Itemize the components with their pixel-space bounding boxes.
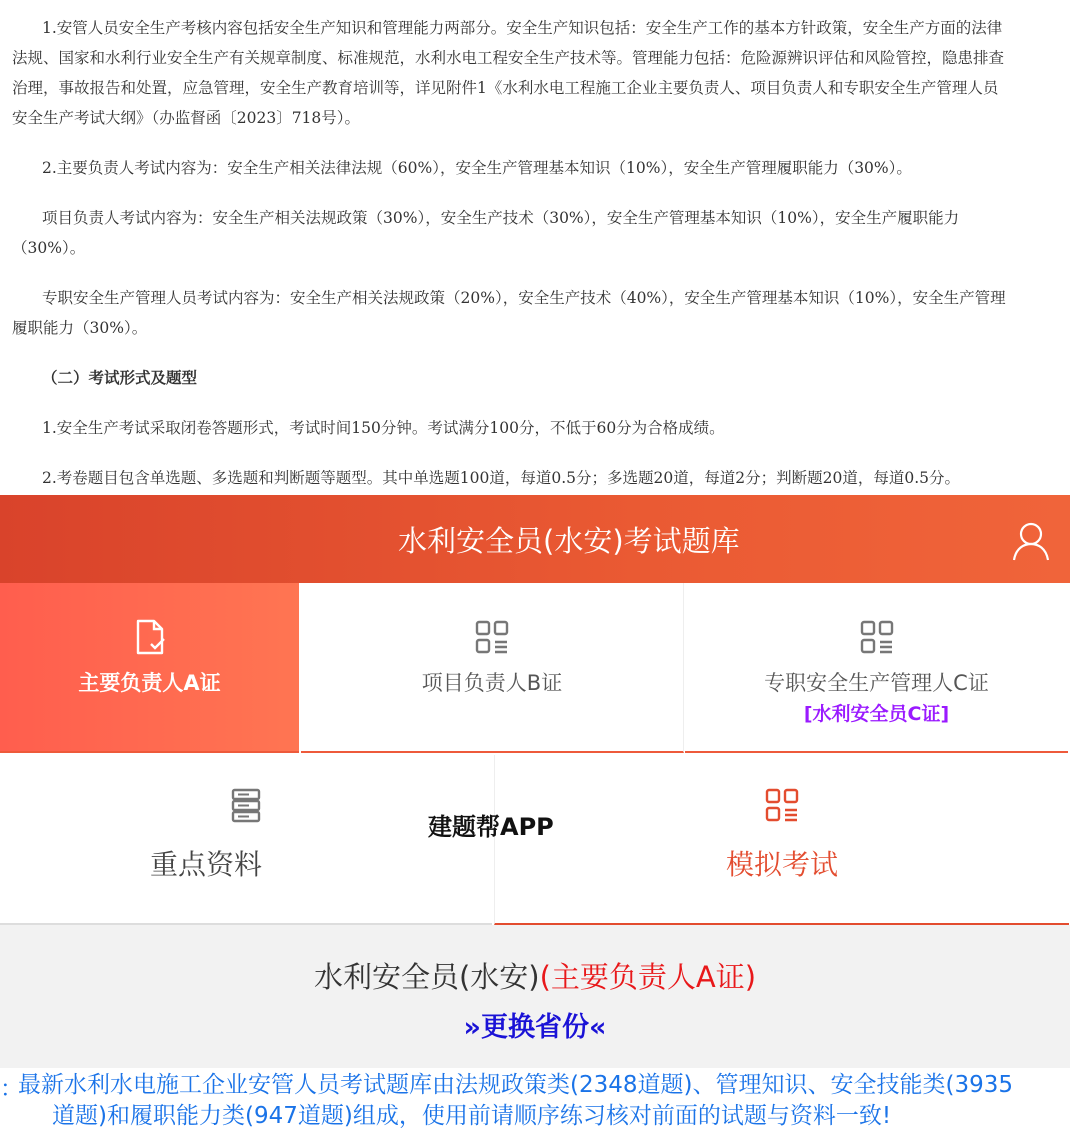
grid-list-icon bbox=[860, 619, 894, 655]
exam-title bbox=[0, 955, 1070, 996]
menu-mock-exam[interactable] bbox=[494, 755, 1069, 925]
document-check-icon bbox=[133, 619, 167, 655]
tab-cert-a-label: 主要负责人A证 bbox=[78, 671, 221, 695]
grid-list-icon bbox=[765, 787, 799, 823]
notice-line-1: 最新水利水电施工企业安管人员考试题库由法规政策类(2348道题)、管理知识、安全技能类(3935 bbox=[18, 1072, 1013, 1098]
grid-list-icon bbox=[475, 619, 509, 655]
notice-bar bbox=[0, 1068, 1070, 1138]
cert-tabs bbox=[0, 583, 1070, 753]
menu-key-materials-label: 重点资料 bbox=[149, 848, 262, 881]
paragraph-1-line-4: 安全生产考试大纲》（办监督函〔2023〕718号）。 bbox=[12, 109, 361, 127]
exam-title-prefix: 水利安全员(水安) bbox=[313, 960, 540, 994]
switch-province-link[interactable]: »更换省份« bbox=[463, 1012, 607, 1043]
paragraph-3-line-1: 项目负责人考试内容为：安全生产相关法规政策（30%），安全生产技术（30%），安全生产管理基本知识（10%），安全生产履职能力 bbox=[42, 209, 960, 227]
notice-text bbox=[18, 1070, 1048, 1132]
paragraph-6: 1.安全生产考试采取闭卷答题形式，考试时间150分钟。考试满分100分，不低于60分为合格成绩。 bbox=[42, 419, 725, 437]
menu-key-materials[interactable] bbox=[0, 755, 492, 925]
app-title: 水利安全员(水安)考试题库 bbox=[398, 524, 740, 558]
tab-cert-b[interactable] bbox=[301, 583, 684, 753]
paragraph-4-line-2: 履职能力（30%）。 bbox=[12, 319, 148, 337]
section-heading: （二）考试形式及题型 bbox=[42, 368, 198, 387]
notice-line-2: 道题)和履职能力类(947道题)组成，使用前请顺序练习核对前面的试题与资料一致! bbox=[52, 1103, 892, 1129]
exam-title-highlight: (主要负责人A证) bbox=[539, 960, 757, 994]
paragraph-1-line-1: 1.安管人员安全生产考核内容包括安全生产知识和管理能力两部分。安全生产知识包括：安全生产工作的基本方针政策，安全生产方面的法律 bbox=[42, 19, 1003, 37]
paragraph-3-line-2: （30%）。 bbox=[12, 239, 86, 257]
tab-cert-a[interactable] bbox=[0, 583, 299, 753]
app-badge: 建题帮APP bbox=[428, 813, 554, 841]
tab-cert-c-sublabel: [水利安全员C证] bbox=[803, 703, 950, 725]
province-panel bbox=[0, 925, 1070, 1068]
user-icon[interactable] bbox=[1012, 521, 1050, 561]
paragraph-1-line-3: 治理，事故报告和处置，应急管理，安全生产教育培训等，详见附件1《水利水电工程施工企业主要负责人、项目负责人和专职安全生产管理人员 bbox=[12, 79, 999, 97]
menu-mock-exam-label: 模拟考试 bbox=[725, 848, 838, 881]
paragraph-7: 2.考卷题目包含单选题、多选题和判断题等题型。其中单选题100道，每道0.5分；多选题20道，每道2分；判断题20道，每道0.5分。 bbox=[42, 469, 960, 487]
database-icon bbox=[229, 787, 263, 823]
paragraph-1-line-2: 法规、国家和水利行业安全生产有关规章制度、标准规范，水利水电工程安全生产技术等。管理能力包括：危险源辨识评估和风险管控，隐患排查 bbox=[12, 49, 1005, 67]
tab-cert-b-label: 项目负责人B证 bbox=[421, 671, 563, 695]
app-header bbox=[0, 495, 1070, 583]
paragraph-2: 2.主要负责人考试内容为：安全生产相关法律法规（60%），安全生产管理基本知识（10%），安全生产管理履职能力（30%）。 bbox=[42, 159, 912, 177]
paragraph-4-line-1: 专职安全生产管理人员考试内容为：安全生产相关法规政策（20%），安全生产技术（40%），安全生产管理基本知识（10%），安全生产管理 bbox=[42, 289, 1006, 307]
notice-bullet: ： bbox=[0, 1076, 23, 1102]
tab-cert-c[interactable] bbox=[685, 583, 1068, 753]
document-content bbox=[0, 0, 1078, 495]
tab-cert-c-label: 专职安全生产管理人C证 bbox=[764, 671, 989, 695]
